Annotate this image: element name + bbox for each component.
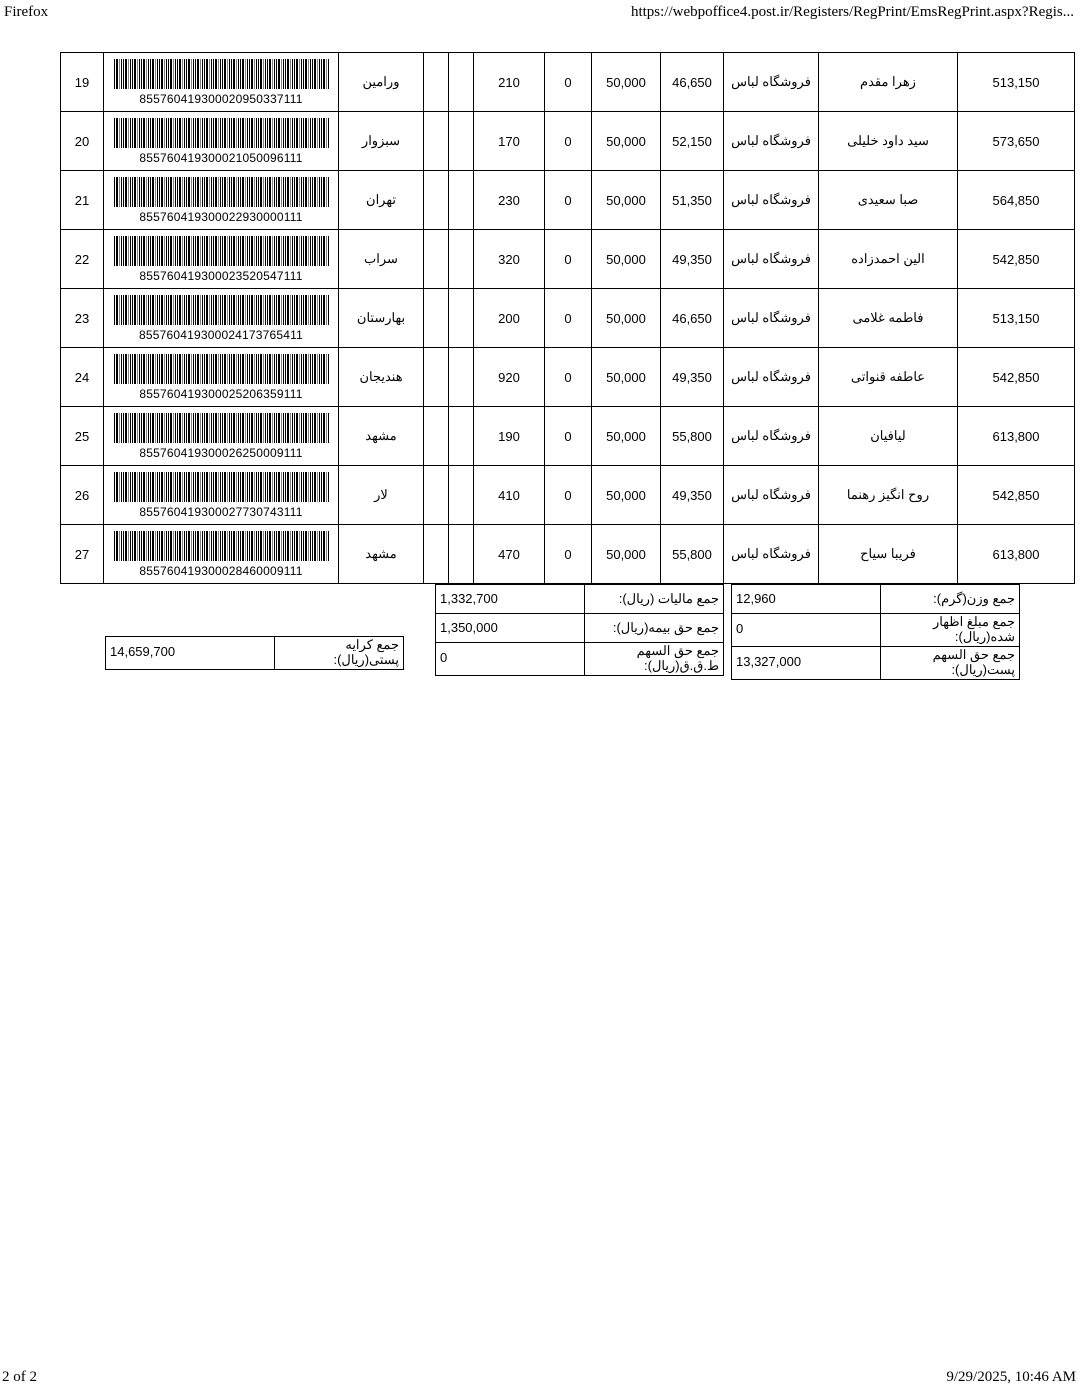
- browser-print-header: [0, 4, 1080, 28]
- cell-fee: 52,150: [661, 112, 724, 171]
- summary-value-total-declared: 0: [732, 614, 881, 647]
- barcode-image: [114, 118, 329, 148]
- cell-total: 613,800: [958, 407, 1075, 466]
- cell-weight: 210: [474, 53, 545, 112]
- cell-fee: 46,650: [661, 53, 724, 112]
- cell-declared: 0: [545, 466, 592, 525]
- table-row: [61, 525, 1075, 584]
- table-row: [61, 466, 1075, 525]
- cell-extra2: [424, 348, 449, 407]
- cell-name: سید داود خلیلی: [819, 112, 958, 171]
- barcode-image: [114, 531, 329, 561]
- cell-extra1: [449, 112, 474, 171]
- cell-extra1: [449, 53, 474, 112]
- cell-extra1: [449, 289, 474, 348]
- summary-label-total-insurance: جمع حق بیمه(ریال):: [585, 614, 724, 643]
- summary-right-table: [731, 584, 1020, 680]
- cell-index: 19: [61, 53, 104, 112]
- cell-type: فروشگاه لباس: [724, 289, 819, 348]
- cell-index: 24: [61, 348, 104, 407]
- cell-city: سبزوار: [339, 112, 424, 171]
- cell-city: مشهد: [339, 407, 424, 466]
- cell-city: ورامین: [339, 53, 424, 112]
- cell-barcode: [104, 112, 339, 171]
- cell-declared: 0: [545, 289, 592, 348]
- cell-fee: 49,350: [661, 230, 724, 289]
- cell-extra1: [449, 407, 474, 466]
- summary-middle-table: [435, 584, 724, 676]
- summary-label-total-weight: جمع وزن(گرم):: [881, 585, 1020, 614]
- cell-total: 613,800: [958, 525, 1075, 584]
- cell-total: 573,650: [958, 112, 1075, 171]
- cell-weight: 170: [474, 112, 545, 171]
- barcode-image: [114, 295, 329, 325]
- barcode-image: [114, 236, 329, 266]
- cell-barcode: [104, 466, 339, 525]
- cell-type: فروشگاه لباس: [724, 171, 819, 230]
- page-url: https://webpoffice4.post.ir/Registers/RegPrint/EmsRegPrint.aspx?Regis...: [630, 4, 1074, 20]
- cell-insurance: 50,000: [592, 230, 661, 289]
- cell-name: عاطفه قنواتی: [819, 348, 958, 407]
- cell-type: فروشگاه لباس: [724, 348, 819, 407]
- cell-extra2: [424, 289, 449, 348]
- barcode-number: 855760419300021050096111: [139, 150, 303, 165]
- cell-weight: 190: [474, 407, 545, 466]
- cell-weight: 200: [474, 289, 545, 348]
- summary-row-total-weight: [732, 585, 1020, 614]
- cell-barcode: [104, 53, 339, 112]
- cell-insurance: 50,000: [592, 171, 661, 230]
- cell-type: فروشگاه لباس: [724, 525, 819, 584]
- cell-barcode: [104, 348, 339, 407]
- cell-barcode: [104, 171, 339, 230]
- cell-extra1: [449, 230, 474, 289]
- summary-row-total-postage: [106, 637, 404, 670]
- cell-insurance: 50,000: [592, 112, 661, 171]
- cell-declared: 0: [545, 171, 592, 230]
- document-content: [60, 52, 1040, 677]
- cell-extra2: [424, 112, 449, 171]
- cell-name: زهرا مقدم: [819, 53, 958, 112]
- shipments-table-body: [61, 53, 1075, 584]
- summary-label-total-post-share: جمع حق السهم پست(ریال):: [881, 646, 1020, 679]
- cell-extra2: [424, 466, 449, 525]
- barcode-number: 855760419300028460009111: [139, 563, 303, 578]
- cell-city: هندیجان: [339, 348, 424, 407]
- cell-total: 542,850: [958, 230, 1075, 289]
- table-row: [61, 112, 1075, 171]
- cell-name: الین احمدزاده: [819, 230, 958, 289]
- cell-barcode: [104, 289, 339, 348]
- cell-total: 513,150: [958, 53, 1075, 112]
- cell-weight: 470: [474, 525, 545, 584]
- cell-declared: 0: [545, 525, 592, 584]
- cell-weight: 410: [474, 466, 545, 525]
- cell-city: مشهد: [339, 525, 424, 584]
- cell-insurance: 50,000: [592, 466, 661, 525]
- summary-value-total-postage: 14,659,700: [106, 637, 275, 670]
- summary-row-total-declared: [732, 614, 1020, 647]
- table-row: [61, 171, 1075, 230]
- barcode-number: 855760419300025206359111: [139, 386, 303, 401]
- cell-barcode: [104, 407, 339, 466]
- barcode-number: 855760419300027730743111: [139, 504, 303, 519]
- summary-row-total-post-share: [732, 646, 1020, 679]
- cell-extra1: [449, 525, 474, 584]
- cell-total: 513,150: [958, 289, 1075, 348]
- browser-name: Firefox: [4, 4, 49, 20]
- summary-value-total-weight: 12,960: [732, 585, 881, 614]
- cell-fee: 46,650: [661, 289, 724, 348]
- summary-row-total-qq-share: [436, 643, 724, 676]
- cell-name: فاطمه غلامی: [819, 289, 958, 348]
- cell-declared: 0: [545, 348, 592, 407]
- barcode-number: 855760419300022930000111: [139, 209, 303, 224]
- summary-label-total-tax: جمع مالیات (ریال):: [585, 585, 724, 614]
- summary-row-total-tax: [436, 585, 724, 614]
- summary-row-total-insurance: [436, 614, 724, 643]
- cell-fee: 55,800: [661, 525, 724, 584]
- browser-print-footer: [0, 1369, 1080, 1391]
- summary-label-total-declared: جمع مبلغ اظهار شده(ریال):: [881, 614, 1020, 647]
- cell-weight: 320: [474, 230, 545, 289]
- cell-name: فریبا سیاح: [819, 525, 958, 584]
- summary-left-table: [105, 636, 404, 670]
- shipments-table: [60, 52, 1075, 584]
- cell-total: 564,850: [958, 171, 1075, 230]
- barcode-number: 855760419300020950337111: [139, 91, 303, 106]
- cell-index: 22: [61, 230, 104, 289]
- cell-declared: 0: [545, 112, 592, 171]
- cell-type: فروشگاه لباس: [724, 53, 819, 112]
- cell-name: لیافیان: [819, 407, 958, 466]
- cell-extra1: [449, 171, 474, 230]
- barcode-number: 855760419300023520547111: [139, 268, 303, 283]
- barcode-image: [114, 413, 329, 443]
- cell-extra2: [424, 53, 449, 112]
- cell-type: فروشگاه لباس: [724, 466, 819, 525]
- cell-barcode: [104, 525, 339, 584]
- cell-weight: 230: [474, 171, 545, 230]
- barcode-image: [114, 354, 329, 384]
- cell-barcode: [104, 230, 339, 289]
- summary-label-total-qq-share: جمع حق السهم ط.ق.ق(ریال):: [585, 643, 724, 676]
- cell-extra2: [424, 525, 449, 584]
- cell-declared: 0: [545, 407, 592, 466]
- cell-city: تهران: [339, 171, 424, 230]
- cell-index: 25: [61, 407, 104, 466]
- cell-insurance: 50,000: [592, 289, 661, 348]
- cell-city: بهارستان: [339, 289, 424, 348]
- cell-name: صبا سعیدی: [819, 171, 958, 230]
- summary-value-total-post-share: 13,327,000: [732, 646, 881, 679]
- cell-total: 542,850: [958, 348, 1075, 407]
- table-row: [61, 53, 1075, 112]
- summary-value-total-qq-share: 0: [436, 643, 585, 676]
- cell-total: 542,850: [958, 466, 1075, 525]
- summary-value-total-tax: 1,332,700: [436, 585, 585, 614]
- print-timestamp: 9/29/2025, 10:46 AM: [946, 1369, 1076, 1385]
- cell-city: سراب: [339, 230, 424, 289]
- summary-label-total-postage: جمع کرایه پستی(ریال):: [275, 637, 404, 670]
- cell-type: فروشگاه لباس: [724, 407, 819, 466]
- cell-extra2: [424, 230, 449, 289]
- cell-city: لار: [339, 466, 424, 525]
- cell-insurance: 50,000: [592, 348, 661, 407]
- barcode-image: [114, 59, 329, 89]
- table-row: [61, 407, 1075, 466]
- barcode-number: 855760419300026250009111: [139, 445, 303, 460]
- table-row: [61, 348, 1075, 407]
- cell-index: 23: [61, 289, 104, 348]
- cell-extra1: [449, 348, 474, 407]
- cell-extra1: [449, 466, 474, 525]
- cell-name: روح انگیز رهنما: [819, 466, 958, 525]
- cell-insurance: 50,000: [592, 525, 661, 584]
- summary-value-total-insurance: 1,350,000: [436, 614, 585, 643]
- cell-index: 26: [61, 466, 104, 525]
- cell-declared: 0: [545, 230, 592, 289]
- cell-type: فروشگاه لباس: [724, 112, 819, 171]
- cell-fee: 51,350: [661, 171, 724, 230]
- cell-fee: 49,350: [661, 348, 724, 407]
- cell-index: 27: [61, 525, 104, 584]
- summary-section: [60, 584, 1020, 676]
- table-row: [61, 289, 1075, 348]
- barcode-image: [114, 472, 329, 502]
- barcode-image: [114, 177, 329, 207]
- barcode-number: 855760419300024173765411: [138, 327, 304, 342]
- cell-declared: 0: [545, 53, 592, 112]
- cell-insurance: 50,000: [592, 407, 661, 466]
- page-number: 2 of 2: [2, 1369, 37, 1385]
- cell-fee: 49,350: [661, 466, 724, 525]
- cell-index: 20: [61, 112, 104, 171]
- cell-insurance: 50,000: [592, 53, 661, 112]
- cell-weight: 920: [474, 348, 545, 407]
- cell-fee: 55,800: [661, 407, 724, 466]
- cell-type: فروشگاه لباس: [724, 230, 819, 289]
- cell-extra2: [424, 407, 449, 466]
- cell-extra2: [424, 171, 449, 230]
- table-row: [61, 230, 1075, 289]
- cell-index: 21: [61, 171, 104, 230]
